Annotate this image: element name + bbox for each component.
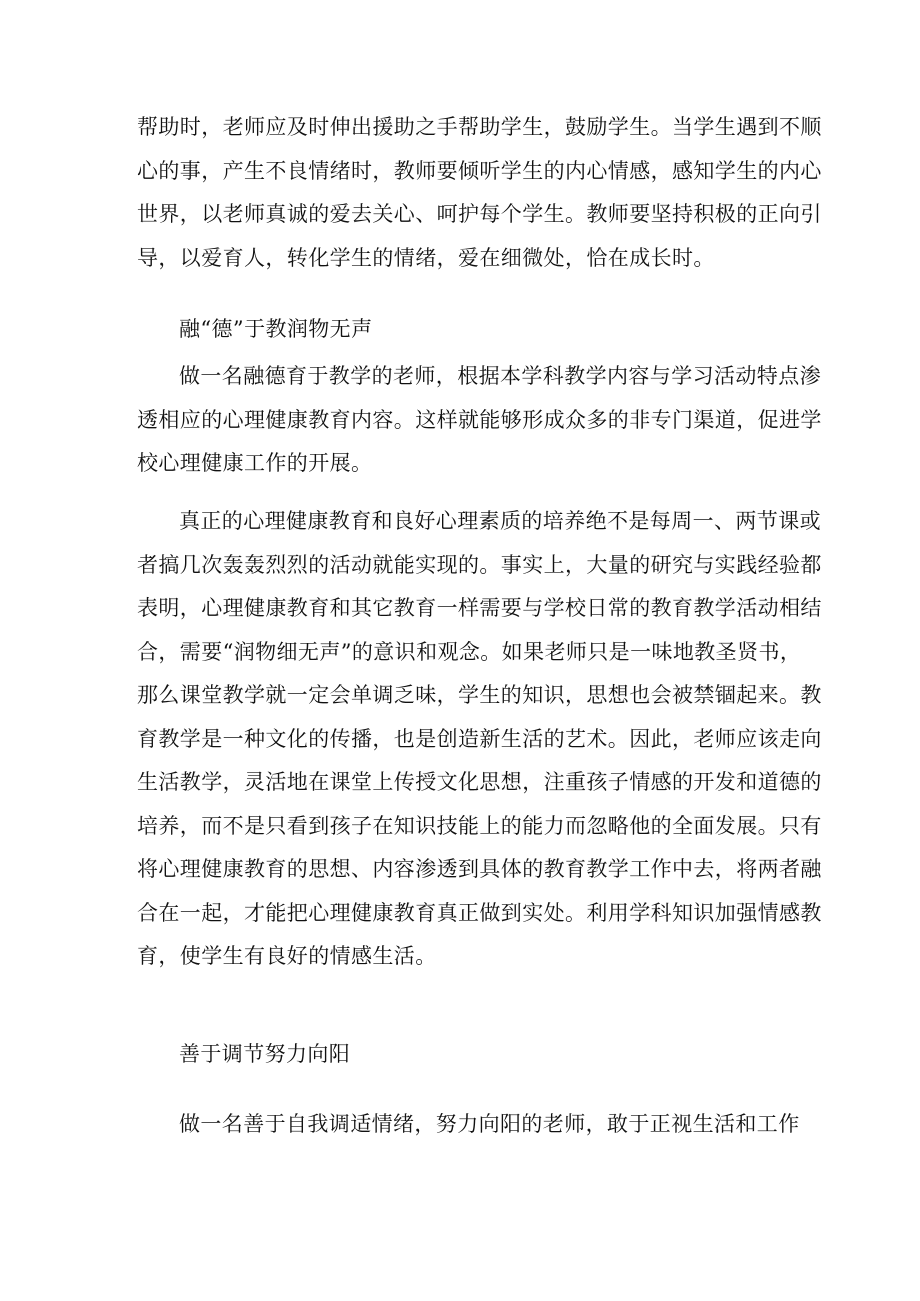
paragraph-3-line-2: 者搞几次轰轰烈烈的活动就能实现的。事实上，大量的研究与实践经验都 bbox=[137, 552, 822, 577]
paragraph-3 bbox=[137, 500, 822, 979]
paragraph-3-line-6: 育教学是一种文化的传播，也是创造新生活的艺术。因此，老师应该走向 bbox=[137, 726, 822, 751]
paragraph-1 bbox=[137, 106, 822, 280]
paragraph-2-line-1: 做一名融德育于教学的老师，根据本学科教学内容与学习活动特点渗 bbox=[179, 364, 821, 388]
paragraph-1-line-4: 导，以爱育人，转化学生的情绪，爱在细微处，恰在成长时。 bbox=[137, 245, 715, 270]
paragraph-1-line-3: 世界，以老师真诚的爱去关心、呵护每个学生。教师要坚持积极的正向引 bbox=[137, 202, 822, 226]
paragraph-3-line-1: 真正的心理健康教育和良好心理素质的培养绝不是每周一、两节课或 bbox=[179, 509, 821, 533]
paragraph-3-line-3: 表明，心理健康教育和其它教育一样需要与学校日常的教育教学活动相结 bbox=[137, 596, 822, 620]
paragraph-3-line-5: 那么课堂教学就一定会单调乏味，学生的知识，思想也会被禁锢起来。教 bbox=[137, 683, 822, 707]
paragraph-2 bbox=[137, 355, 822, 486]
paragraph-4 bbox=[137, 1103, 800, 1147]
section-heading-1: 融“德”于教润物无声 bbox=[179, 317, 373, 341]
paragraph-3-line-8: 培养，而不是只看到孩子在知识技能上的能力而忽略他的全面发展。只有 bbox=[137, 813, 822, 838]
paragraph-2-line-3: 校心理健康工作的开展。 bbox=[137, 451, 373, 475]
section-heading-2: 善于调节努力向阳 bbox=[179, 1042, 351, 1066]
paragraph-3-line-11: 育，使学生有良好的情感生活。 bbox=[137, 944, 437, 968]
paragraph-1-line-1: 帮助时，老师应及时伸出援助之手帮助学生，鼓励学生。当学生遇到不顺 bbox=[137, 115, 822, 139]
paragraph-3-line-9: 将心理健康教育的思想、内容渗透到具体的教育教学工作中去，将两者融 bbox=[137, 857, 822, 881]
paragraph-4-line-1: 做一名善于自我调适情绪，努力向阳的老师，敢于正视生活和工作 bbox=[179, 1112, 800, 1136]
paragraph-2-line-2: 透相应的心理健康教育内容。这样就能够形成众多的非专门渠道，促进学 bbox=[137, 407, 822, 432]
paragraph-3-line-10: 合在一起，才能把心理健康教育真正做到实处。利用学科知识加强情感教 bbox=[137, 900, 822, 925]
paragraph-3-line-7: 生活教学，灵活地在课堂上传授文化思想，注重孩子情感的开发和道德的 bbox=[137, 770, 822, 794]
paragraph-3-line-4: 合，需要“润物细无声”的意识和观念。如果老师只是一味地教圣贤书， bbox=[137, 639, 802, 664]
paragraph-1-line-2: 心的事，产生不良情绪时，教师要倾听学生的内心情感，感知学生的内心 bbox=[137, 158, 822, 183]
